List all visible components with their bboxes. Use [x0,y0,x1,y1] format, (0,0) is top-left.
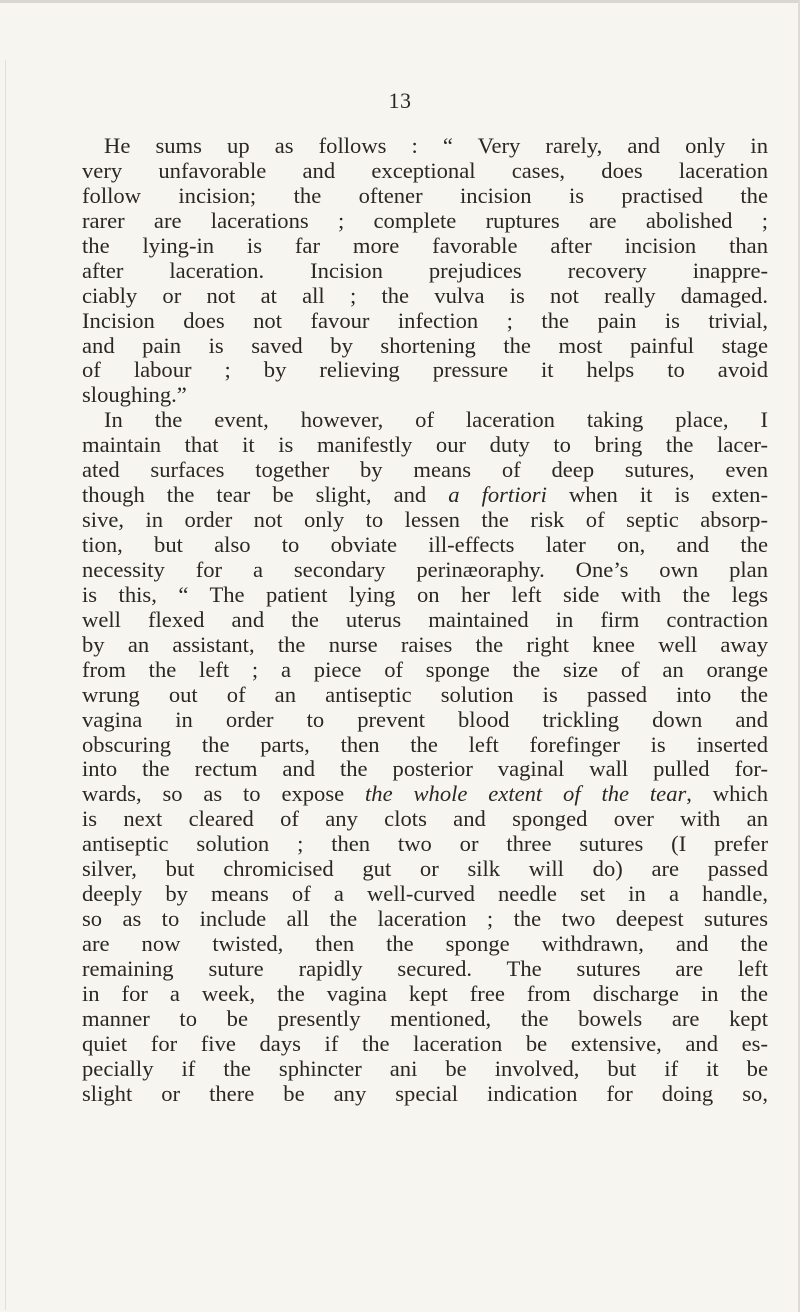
left-edge-rule [5,60,6,1310]
text-line: sloughing.” [82,383,187,408]
text-line: deeply by means of a well-curved needle set in a handle, [82,882,768,907]
text-line: sive, in order not only to lessen the risk of septic absorp- [82,508,768,533]
top-edge-rule [0,0,800,3]
italic-phrase: a fortiori [448,483,547,508]
text-line: rarer are lacerations ; complete ruptures are abolished ; [82,208,768,233]
text-line: follow incision; the oftener incision is practised the [82,183,768,208]
text-line-segment: though the tear be slight, and [82,483,449,508]
text-line: is next cleared of any clots and sponged over with an [82,807,768,832]
text-line: are now twisted, then the sponge withdrawn, and the [82,932,768,956]
text-line: obscuring the parts, then the left forefinger is inserted [82,732,768,757]
text-line-segment: wards, so as to expose [82,782,366,807]
text-line: pecially if the sphincter ani be involved, but if it be [82,1056,768,1081]
text-line: wrung out of an antiseptic solution is passed into the [82,682,768,707]
text-line [82,782,768,807]
body-text [82,134,768,1107]
text-line: silver, but chromicised gut or silk will do) are passed [82,857,768,882]
text-line: slight or there be any special indication for doing so, [82,1081,768,1106]
text-line: by an assistant, the nurse raises the right knee well away [82,632,768,657]
text-line: He sums up as follows : “ Very rarely, and only in [104,134,768,158]
text-line-segment: when it is exten- [546,483,768,508]
text-line: very unfavorable and exceptional cases, does laceration [82,158,768,183]
text-line: ciably or not at all ; the vulva is not really damaged. [82,283,768,308]
text-line: and pain is saved by shortening the most painful stage [82,333,768,358]
text-line: necessity for a secondary perinæoraphy. One’s own plan [82,557,768,582]
text-line: antiseptic solution ; then two or three sutures (I prefer [82,832,768,857]
text-line: is this, “ The patient lying on her left side with the legs [82,582,768,607]
text-line: maintain that it is manifestly our duty to bring the lacer- [82,433,768,458]
text-line: quiet for five days if the laceration be extensive, and es- [82,1031,768,1056]
text-line: from the left ; a piece of sponge the size of an orange [82,657,768,682]
text-line: after laceration. Incision prejudices recovery inappre- [82,258,768,283]
text-line: in for a week, the vagina kept free from discharge in the [82,981,768,1006]
text-line: of labour ; by relieving pressure it helps to avoid [82,358,768,383]
italic-phrase: the whole extent of the tear [365,782,687,807]
page-number: 13 [388,88,412,113]
text-line: In the event, however, of laceration taking place, I [104,408,768,433]
text-line: so as to include all the laceration ; the two deepest sutures [82,907,768,932]
text-line: the lying-in is far more favorable after incision than [82,233,768,258]
text-line: into the rectum and the posterior vaginal wall pulled for- [82,757,768,782]
text-line-segment: , which [686,782,768,807]
text-line: tion, but also to obviate ill-effects later on, and the [82,533,768,557]
text-line: remaining suture rapidly secured. The sutures are left [82,956,768,981]
text-line: vagina in order to prevent blood trickling down and [82,707,768,732]
text-line: well flexed and the uterus maintained in firm contraction [82,607,768,632]
text-line: Incision does not favour infection ; the pain is trivial, [82,308,768,333]
text-line: ated surfaces together by means of deep sutures, even [82,458,768,483]
text-line: manner to be presently mentioned, the bowels are kept [82,1006,768,1031]
text-line [82,483,768,508]
